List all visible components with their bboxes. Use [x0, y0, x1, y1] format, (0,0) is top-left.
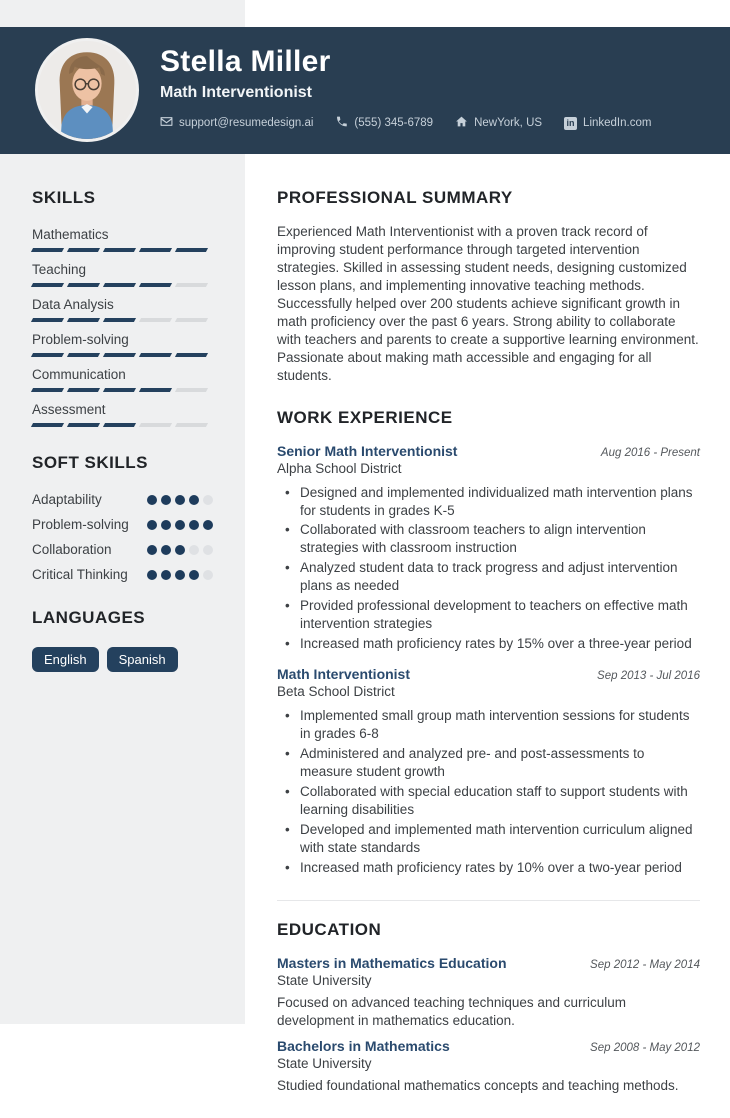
degree-school: State University	[277, 1055, 372, 1071]
soft-skill-dot	[175, 520, 185, 530]
soft-skill-dot	[147, 545, 157, 555]
contact-text: (555) 345-6789	[354, 117, 434, 129]
skill-bar-segment	[31, 283, 64, 287]
language-pill: Spanish	[107, 647, 178, 672]
job-header	[277, 443, 700, 459]
languages-section	[32, 608, 213, 672]
soft-skill-item	[32, 567, 213, 582]
skill-bar-segment	[175, 353, 208, 357]
skill-bar-segment	[103, 283, 136, 287]
skill-bar-segment	[31, 248, 64, 252]
soft-skill-dot	[161, 570, 171, 580]
skill-bar-segment	[103, 388, 136, 392]
soft-skill-dot	[203, 495, 213, 505]
skill-bar-segment	[175, 283, 208, 287]
job-dates: Sep 2013 - Jul 2016	[597, 670, 700, 683]
soft-skill-item	[32, 517, 213, 532]
person-title: Math Interventionist	[160, 84, 313, 101]
contact-row	[160, 115, 651, 131]
skill-bar-segment	[175, 423, 208, 427]
soft-skill-dots	[147, 545, 213, 555]
skill-bar	[32, 283, 213, 287]
degree-header	[277, 955, 700, 971]
job-header	[277, 666, 700, 682]
avatar	[35, 38, 139, 142]
soft-skill-item	[32, 542, 213, 557]
skill-label: Mathematics	[32, 227, 109, 242]
skill-bar-segment	[139, 283, 172, 287]
soft-skill-dot	[203, 570, 213, 580]
contact-text: LinkedIn.com	[583, 117, 652, 129]
job-dates: Aug 2016 - Present	[600, 446, 700, 459]
skill-bar-segment	[103, 248, 136, 252]
skill-label: Teaching	[32, 262, 87, 277]
soft-skill-label: Critical Thinking	[32, 567, 128, 582]
degree-school: State University	[277, 972, 372, 988]
header-text	[160, 45, 651, 131]
skill-bar-segment	[139, 318, 172, 322]
skill-bar-segment	[103, 318, 136, 322]
job-company: Beta School District	[277, 684, 395, 700]
skill-bar	[32, 318, 213, 322]
skill-bar-segment	[139, 388, 172, 392]
language-pill: English	[32, 647, 99, 672]
experience-heading: WORK EXPERIENCE	[277, 407, 453, 427]
summary-heading: PROFESSIONAL SUMMARY	[277, 188, 513, 207]
home-icon	[455, 115, 468, 131]
skill-bar-segment	[67, 423, 100, 427]
skill-bar-segment	[31, 388, 64, 392]
soft-skill-item	[32, 492, 213, 507]
job-bullet: • Provided professional development to teachers on effective math intervention strategies	[277, 597, 700, 633]
degree-title: Masters in Mathematics Education	[277, 954, 507, 971]
email-icon	[160, 115, 173, 131]
job-bullet: • Increased math proficiency rates by 10% over a two-year period	[277, 859, 700, 877]
soft-skill-dot	[147, 495, 157, 505]
job-bullet: • Increased math proficiency rates by 15% over a three-year period	[277, 635, 700, 653]
summary-section	[277, 188, 700, 385]
job-company: Alpha School District	[277, 460, 402, 476]
section-divider	[277, 900, 700, 901]
experience-section	[277, 408, 700, 877]
job-title: Math Interventionist	[277, 666, 411, 683]
soft-skill-dots	[147, 495, 213, 505]
contact-item-home[interactable]	[455, 115, 542, 131]
soft-skill-label: Problem-solving	[32, 517, 129, 532]
skill-label: Data Analysis	[32, 297, 114, 312]
skill-bar	[32, 353, 213, 357]
skill-item	[32, 262, 213, 287]
skill-bar	[32, 423, 213, 427]
skill-bar-segment	[175, 318, 208, 322]
main-content	[277, 188, 700, 1118]
soft-skill-dot	[189, 520, 199, 530]
soft-skill-dots	[147, 520, 213, 530]
soft-skill-dot	[189, 545, 199, 555]
skill-bar-segment	[139, 423, 172, 427]
soft-skills-section	[32, 453, 213, 582]
profile-photo-illustration	[38, 41, 136, 139]
soft-skills-list	[32, 492, 213, 582]
job-bullets	[277, 707, 700, 877]
skill-bar-segment	[67, 318, 100, 322]
skill-bar-segment	[67, 248, 100, 252]
degree-dates: Sep 2008 - May 2012	[590, 1041, 700, 1054]
linkedin-icon: in	[564, 117, 577, 130]
education-section	[277, 920, 700, 1095]
job-bullet: • Collaborated with classroom teachers to align intervention strategies with classroom instruction	[277, 521, 700, 557]
job-bullets	[277, 484, 700, 654]
skill-item	[32, 227, 213, 252]
contact-text: NewYork, US	[474, 117, 543, 129]
job-entry	[277, 666, 700, 877]
contact-item-email[interactable]	[160, 115, 313, 131]
job-bullet: • Collaborated with special education staff to support students with learning disabilities	[277, 783, 700, 819]
skill-bar-segment	[67, 353, 100, 357]
soft-skill-dot	[161, 520, 171, 530]
skill-item	[32, 297, 213, 322]
job-entry	[277, 443, 700, 654]
skill-bar-segment	[139, 248, 172, 252]
soft-skill-dot	[175, 545, 185, 555]
skills-heading: SKILLS	[32, 188, 96, 207]
soft-skill-dot	[203, 520, 213, 530]
soft-skill-dot	[189, 570, 199, 580]
languages-heading: LANGUAGES	[32, 608, 146, 627]
degree-dates: Sep 2012 - May 2014	[590, 958, 700, 971]
contact-item-linkedin[interactable]	[564, 117, 651, 130]
soft-skill-label: Adaptability	[32, 492, 102, 507]
soft-skill-dot	[175, 495, 185, 505]
job-bullet: • Implemented small group math intervention sessions for students in grades 6-8	[277, 707, 700, 743]
job-bullet: • Administered and analyzed pre- and post-assessments to measure student growth	[277, 745, 700, 781]
skill-bar-segment	[139, 353, 172, 357]
skill-bar	[32, 388, 213, 392]
contact-item-phone[interactable]	[335, 115, 433, 131]
skill-label: Problem-solving	[32, 332, 129, 347]
soft-skill-dot	[203, 545, 213, 555]
degree-entry	[277, 1038, 700, 1095]
jobs-list	[277, 443, 700, 877]
skill-item	[32, 332, 213, 357]
skill-bar-segment	[67, 388, 100, 392]
job-bullet: • Developed and implemented math intervention curriculum aligned with state standards	[277, 821, 700, 857]
job-bullet: • Designed and implemented individualized math intervention plans for students in grades K-5	[277, 484, 700, 520]
skill-bar-segment	[175, 388, 208, 392]
summary-text: Experienced Math Interventionist with a proven track record of improving student performance through targeted intervention strategies. Skilled in assessing student needs, designing customized lesson plans, and implementing innovative teaching methods. Successfully helped over 200 students achieve significant growth in math proficiency over the past 6 years. Strong ability to collaborate with teachers and parents to create a supportive learning environment. Passionate about making math accessible and engaging for all students.	[277, 224, 699, 383]
phone-icon	[335, 115, 348, 131]
soft-skill-dot	[147, 570, 157, 580]
header	[0, 27, 730, 154]
soft-skill-dot	[161, 545, 171, 555]
languages-list	[32, 647, 213, 672]
skill-label: Communication	[32, 367, 126, 382]
skill-item	[32, 402, 213, 427]
soft-skill-dots	[147, 570, 213, 580]
skills-section	[32, 188, 213, 427]
skill-label: Assessment	[32, 402, 106, 417]
skill-bar-segment	[31, 423, 64, 427]
degree-title: Bachelors in Mathematics	[277, 1037, 450, 1054]
degree-description: Studied foundational mathematics concepts and teaching methods.	[277, 1077, 679, 1093]
degree-header	[277, 1038, 700, 1054]
skill-bar-segment	[103, 353, 136, 357]
skill-item	[32, 367, 213, 392]
person-name: Stella Miller	[160, 45, 331, 78]
soft-skill-dot	[175, 570, 185, 580]
skill-bar-segment	[31, 318, 64, 322]
skill-bar-segment	[103, 423, 136, 427]
job-title: Senior Math Interventionist	[277, 442, 458, 459]
skill-bar-segment	[67, 283, 100, 287]
skills-list	[32, 227, 213, 427]
skill-bar	[32, 248, 213, 252]
education-heading: EDUCATION	[277, 919, 382, 939]
degrees-list	[277, 955, 700, 1095]
job-bullet: • Analyzed student data to track progress and adjust intervention plans as needed	[277, 559, 700, 595]
soft-skill-label: Collaboration	[32, 542, 112, 557]
soft-skill-dot	[189, 495, 199, 505]
degree-entry	[277, 955, 700, 1030]
skill-bar-segment	[31, 353, 64, 357]
soft-skill-dot	[161, 495, 171, 505]
skill-bar-segment	[175, 248, 208, 252]
soft-skill-dot	[147, 520, 157, 530]
contact-text: support@resumedesign.ai	[179, 117, 314, 129]
soft-skills-heading: SOFT SKILLS	[32, 453, 148, 472]
degree-description: Focused on advanced teaching techniques and curriculum development in mathematics education.	[277, 994, 626, 1028]
